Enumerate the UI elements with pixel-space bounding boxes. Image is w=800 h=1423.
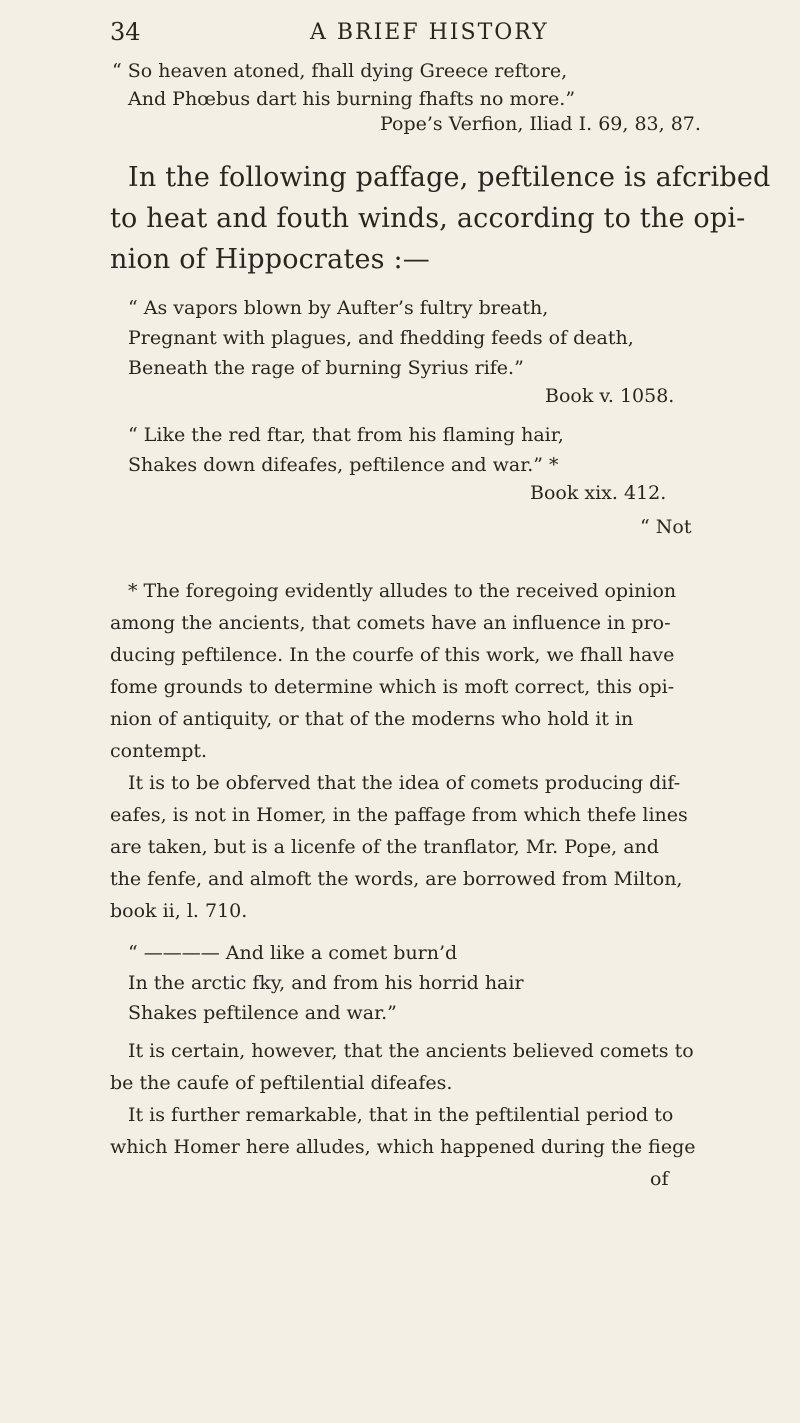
intro-line-3: nion of Hippocrates :— <box>110 244 430 275</box>
footnote-p2-line-3: are taken, but is a licenfe of the tranflator, Mr. Pope, and <box>110 836 659 858</box>
quote3-line-1: “ Like the red ftar, that from his flaming hair, <box>128 424 564 446</box>
running-title: A BRIEF HISTORY <box>310 20 549 45</box>
footnote-p1-line-5: nion of antiquity, or that of the moderns who hold it in <box>110 708 634 730</box>
footnote-p1-line-4: fome grounds to determine which is moft correct, this opi- <box>110 676 675 698</box>
footnote-p1-line-3: ducing peftilence. In the courfe of this work, we fhall have <box>110 644 675 666</box>
footnote-p4-line-2: which Homer here alludes, which happened during the fiege <box>110 1136 696 1158</box>
last-catchword: of <box>650 1168 669 1190</box>
quote3-line-2: Shakes down difeafes, peftilence and war.” * <box>128 454 559 476</box>
footnote-p3-line-1: It is certain, however, that the ancients believed comets to <box>128 1040 694 1062</box>
footnote-p3-line-2: be the caufe of peftilential difeafes. <box>110 1072 453 1094</box>
footnote-p4-line-1: It is further remarkable, that in the peftilential period to <box>128 1104 674 1126</box>
footnote-p2-line-2: eafes, is not in Homer, in the paffage from which thefe lines <box>110 804 688 826</box>
footnote-p1-line-1: * The foregoing evidently alludes to the received opinion <box>128 580 677 602</box>
milton-line-2: In the arctic fky, and from his horrid hair <box>128 972 524 994</box>
quote2-citation: Book v. 1058. <box>545 385 675 407</box>
footnote-p2-line-4: the fenfe, and almoft the words, are borrowed from Milton, <box>110 868 683 890</box>
intro-line-2: to heat and fouth winds, according to the opi- <box>110 203 746 234</box>
page-number: 34 <box>110 18 141 46</box>
quote2-line-1: “ As vapors blown by Aufter’s fultry breath, <box>128 297 549 319</box>
milton-line-1: “ ———— And like a comet burn’d <box>128 942 458 964</box>
quote2-line-2: Pregnant with plagues, and fhedding feeds of death, <box>128 327 634 349</box>
quote1-line-1: “ So heaven atoned, fhall dying Greece reftore, <box>112 60 568 82</box>
quote2-line-3: Beneath the rage of burning Syrius rife.” <box>128 357 524 379</box>
quote1-line-2: And Phœbus dart his burning fhafts no more.” <box>128 88 576 110</box>
footnote-p1-line-6: contempt. <box>110 740 208 762</box>
milton-line-3: Shakes peftilence and war.” <box>128 1002 397 1024</box>
catchword: “ Not <box>640 516 692 538</box>
intro-line-1: In the following paffage, peftilence is afcribed <box>128 162 771 193</box>
footnote-p2-line-1: It is to be obferved that the idea of comets producing dif- <box>128 772 681 794</box>
footnote-p1-line-2: among the ancients, that comets have an influence in pro- <box>110 612 671 634</box>
quote3-citation: Book xix. 412. <box>530 482 667 504</box>
footnote-p2-line-5: book ii, l. 710. <box>110 900 248 922</box>
quote1-citation: Pope’s Verfion, Iliad I. 69, 83, 87. <box>380 113 701 135</box>
